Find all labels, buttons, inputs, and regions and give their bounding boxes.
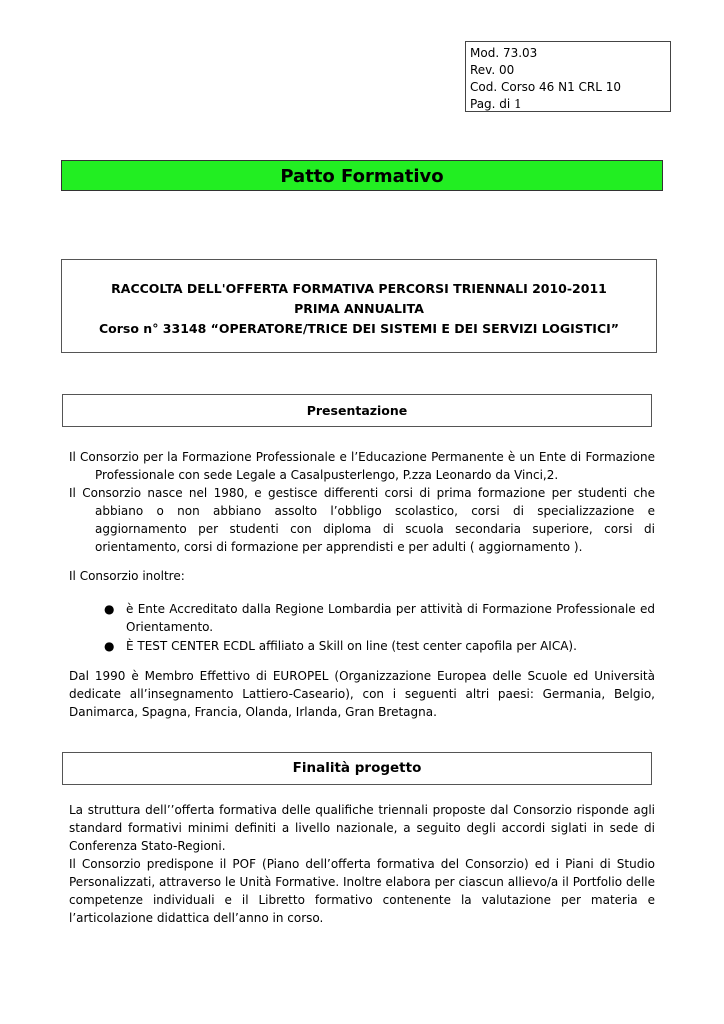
section-heading-presentazione: Presentazione [62, 394, 652, 427]
presentazione-text [69, 448, 655, 556]
course-line-1: RACCOLTA DELL'OFFERTA FORMATIVA PERCORSI TRIENNALI 2010-2011 [111, 281, 607, 296]
page-label: Pag. di [470, 97, 511, 111]
paragraph-pof: Il Consorzio predispone il POF (Piano dell’offerta formativa del Consorzio) ed i Piani di Studio Personalizzati, attraverso le Unità Formative. Inoltre elabora per ciascun allievo/a il Portfolio delle competenze individuali e il Libretto formativo contenente la valutazione per materia e l’articolazione didattica dell’anno in corso. [69, 857, 655, 925]
paragraph-consorzio-intro: Il Consorzio per la Formazione Professionale e l’Educazione Permanente è un Ente di Formazione Professionale con sede Legale a Casalpusterlengo, P.zza Leonardo da Vinci,2. [69, 450, 655, 482]
paragraph-consorzio-history: Il Consorzio nasce nel 1980, e gestisce differenti corsi di prima formazione per studenti che abbiano o non abbiano assolto l’obbligo scolastico, corsi di specializzazione e aggiornamento per studenti con diploma di scuola secondaria superiore, corsi di orientamento, corsi di formazione per apprendisti e per adulti ( aggiornamento ). [69, 486, 655, 554]
section-heading-finalita: Finalità progetto [62, 752, 652, 785]
course-line-2: PRIMA ANNUALITA [294, 301, 424, 316]
mod-code: Mod. 73.03 [470, 46, 538, 60]
paragraph-inoltre: Il Consorzio inoltre: [69, 569, 185, 583]
revision: Rev. 00 [470, 63, 515, 77]
page-title: Patto Formativo [61, 160, 663, 191]
course-header-box [61, 259, 657, 353]
paragraph-struttura: La struttura dell’’offerta formativa delle qualifiche triennali proposte dal Consorzio risponde agli standard formativi minimi definiti a livello nazionale, a seguito degli accordi siglati in sede di Conferenza Stato-Regioni. [69, 803, 655, 853]
bullet-text: è Ente Accreditato dalla Regione Lombardia per attività di Formazione Professionale ed Orientamento. [126, 602, 655, 634]
list-item [100, 600, 655, 636]
document-meta-box [465, 41, 671, 112]
list-item [100, 637, 655, 655]
bullet-icon: ● [104, 602, 115, 616]
bullet-icon: ● [104, 639, 115, 653]
paragraph-europel: Dal 1990 è Membro Effettivo di EUROPEL (Organizzazione Europea delle Scuole ed Università dedicate all’insegnamento Lattiero-Caseario), con i seguenti altri paesi: Germania, Belgio, Danimarca, Spagna, Francia, Olanda, Irlanda, Gran Bretagna. [69, 669, 655, 719]
finalita-text [69, 801, 655, 927]
page-number [470, 96, 666, 113]
bullet-list [100, 600, 655, 655]
bullet-text: È TEST CENTER ECDL affiliato a Skill on line (test center capofila per AICA). [126, 639, 577, 653]
course-code: Cod. Corso 46 N1 CRL 10 [470, 80, 622, 94]
page-count: 1 [514, 97, 522, 111]
course-line-3: Corso n° 33148 “OPERATORE/TRICE DEI SISTEMI E DEI SERVIZI LOGISTICI” [99, 321, 619, 336]
